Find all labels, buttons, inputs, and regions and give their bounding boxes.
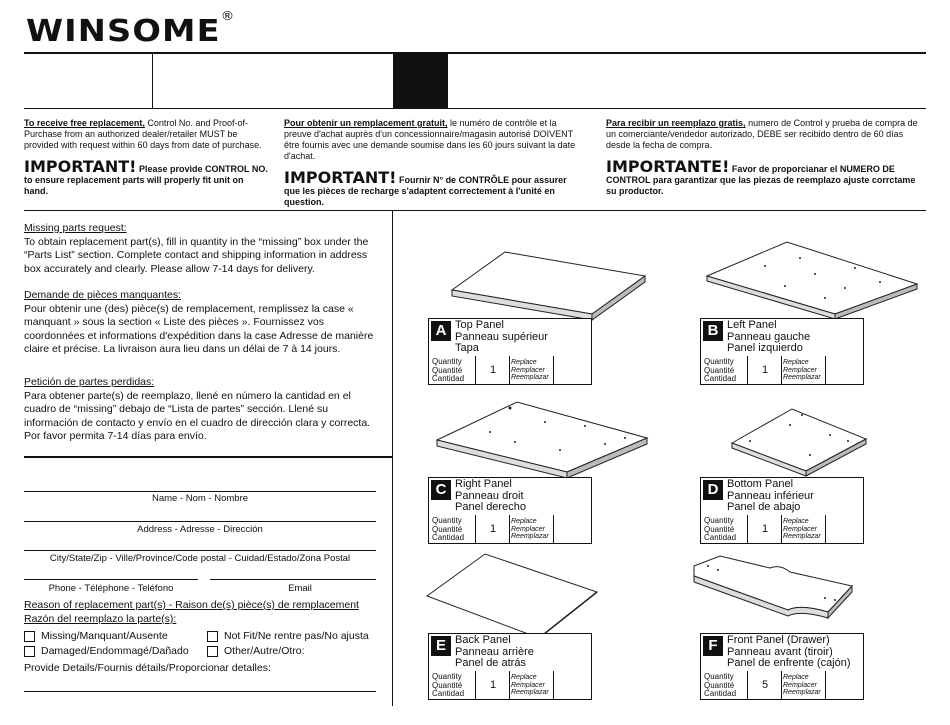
details-label: Provide Details/Fournis détails/Proporcionar detalles: — [24, 662, 271, 674]
quantity-value: 1 — [489, 679, 497, 691]
email-label: Email — [288, 583, 312, 594]
quantity-value: 5 — [761, 679, 769, 691]
checkbox[interactable] — [24, 646, 35, 657]
instructions-bottom-rule — [24, 210, 926, 211]
option-not-fit[interactable]: Not Fit/Ne rentre pas/No ajusta — [207, 630, 369, 642]
quantity-value: 1 — [761, 523, 769, 535]
panel-f-illustration — [690, 554, 855, 624]
request-fr: Demande de pièces manquantes: Pour obtenir une (des) pièce(s) de remplacement, remplissez la case « manquant » sous la section « Liste des pièces ». Fournissez vos coordonnées et informations d'expédition dans la case Adresse de manière claire et précise. La livraison aura lieu dans un délai de 7 à 14 jours. — [24, 289, 374, 355]
panel-d-illustration — [730, 405, 870, 477]
option-damaged[interactable]: Damaged/Endommagé/Dañado — [24, 645, 189, 657]
panel-c-illustration — [435, 398, 650, 480]
instructions-fr: Pour obtenir un remplacement gratuit, le numéro de contrôle et la preuve d'achat auprès d'un concessionnaire/magasin autorisé DOIVENT être fournis avec une demande soumise dans les 60 jours suivant la date d'achat. IMPORTANT! Fournir N° de CONTRÔLE pour assurer que les pièces de recharge s'adaptent correctement à l'unité en question. — [284, 118, 576, 207]
request-es: Petición de partes perdidas: Para obtener parte(s) de reemplazo, llené en número la cantidad en el cuadro de “missing” debajo de “Lista de partes” sección. Llené su información de contacto y envío en el cuadro de dirección clara y correcta. Por favor permita 7-14 días para envío. — [24, 376, 371, 442]
city-line[interactable] — [24, 550, 376, 551]
instructions-en: To receive free replacement, Control No. and Proof-of-Purchase from an authorized dealer/retailer MUST be provided with request within 60 days from date of purchase. IMPORTANT! Please provide CONTROL NO. to ensure replacement parts will properly fit unit on hand. — [24, 118, 268, 196]
request-en: Missing parts request: To obtain replacement part(s), fill in quantity in the “missing” box under the “Parts List” section. Complete contact and shipping information in address box accurately and clearly. Please allow 7-14 days for delivery. — [24, 222, 369, 275]
checkbox[interactable] — [24, 631, 35, 642]
address-line[interactable] — [24, 521, 376, 522]
quantity-value: 1 — [761, 364, 769, 376]
details-line[interactable] — [24, 691, 376, 692]
email-line[interactable] — [210, 579, 376, 580]
option-other[interactable]: Other/Autre/Otro: — [207, 645, 305, 657]
phone-label: Phone - Téléphone - Teléfono — [48, 583, 174, 594]
instructions-es: Para recibir un reemplazo gratis, numero de Control y prueba de compra de un comerciante/vendedor autorizado, DEBE ser recibido dentro de 60 días desde la fecha de compra. IMPORTANTE! Favor de proporcianar el NUMERO DE CONTROL para garantizar que las piezas de reemplazo ajuste corrctame su productor. — [606, 118, 918, 196]
name-label: Name - Nom - Nombre — [151, 493, 249, 504]
phone-line[interactable] — [24, 579, 198, 580]
reason-title-es: Razón del reemplazo la parte(s): — [24, 613, 177, 625]
main-divider — [392, 210, 393, 706]
header-black-box — [393, 53, 448, 109]
panel-b-illustration — [705, 238, 920, 320]
quantity-value: 1 — [489, 364, 497, 376]
option-missing[interactable]: Missing/Manquant/Ausente — [24, 630, 168, 642]
panel-e-illustration — [425, 552, 600, 642]
name-line[interactable] — [24, 491, 376, 492]
quantity-value: 1 — [489, 523, 497, 535]
header-bottom-rule — [24, 108, 926, 109]
header-divider — [152, 53, 153, 109]
checkbox[interactable] — [207, 646, 218, 657]
form-top-rule — [24, 456, 392, 458]
address-label: Address - Adresse - Dirección — [137, 524, 263, 535]
city-label: City/State/Zip - Ville/Province/Code postal - Cuidad/Estado/Zona Postal — [49, 553, 351, 564]
reason-title: Reason of replacement part(s) - Raison de(s) pièce(s) de remplacement — [24, 599, 359, 611]
header-rule — [24, 52, 926, 54]
checkbox[interactable] — [207, 631, 218, 642]
brand-logo: WINSOME® — [26, 9, 236, 49]
